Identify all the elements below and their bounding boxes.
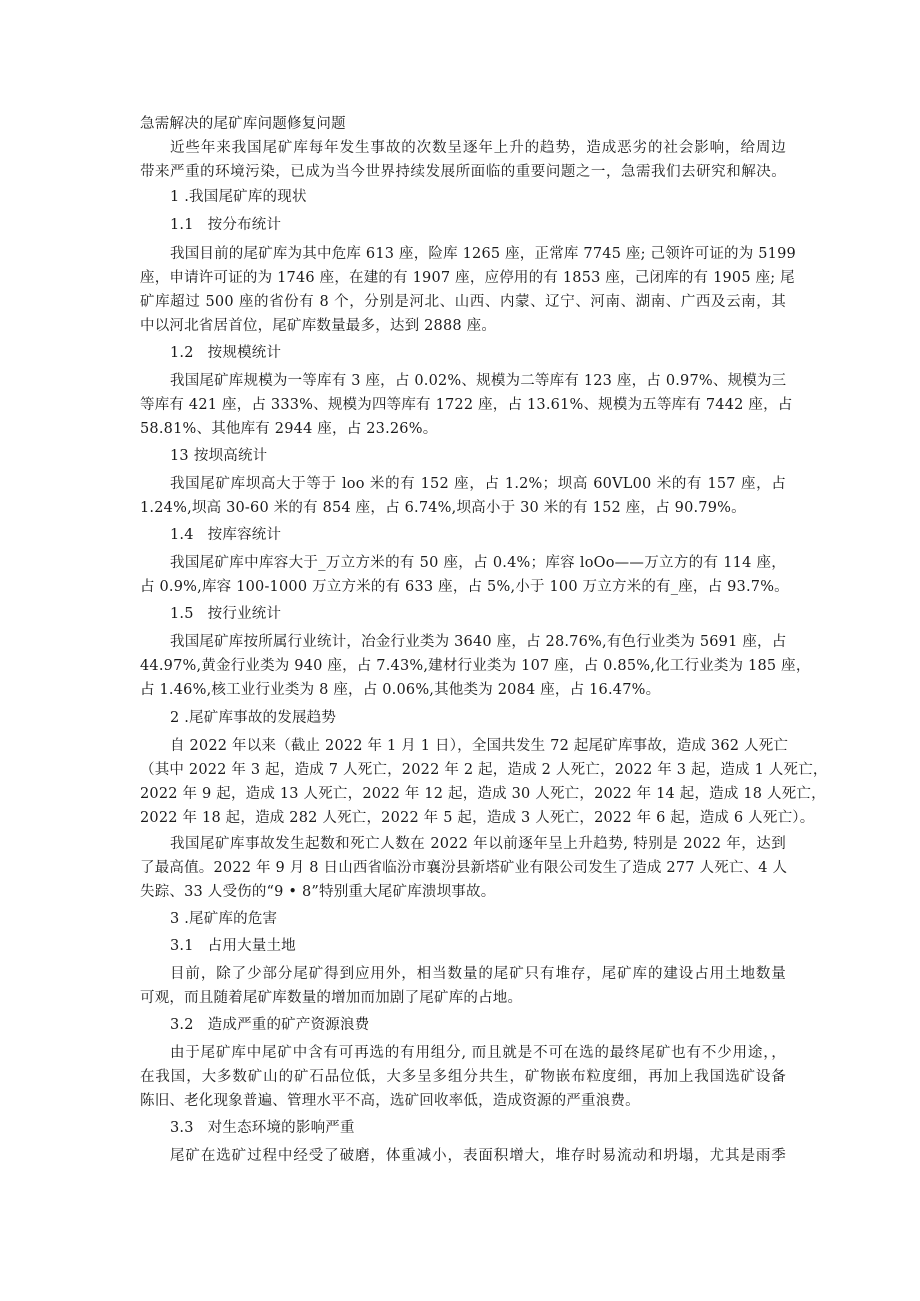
subsection-title: 造成严重的矿产资源浪费	[207, 1017, 370, 1033]
subsection-number: 3.2	[170, 1017, 194, 1033]
intro-line-2: 带来严重的环境污染，已成为当今世界持续发展所面临的重要问题之一，急需我们去研究和解决。	[140, 164, 786, 180]
paragraph-line: 中以河北省居首位，尾矿库数量最多，达到 2888 座。	[140, 318, 497, 334]
subsection-3-2-heading	[170, 1015, 369, 1035]
subsection-title: 占用大量土地	[207, 938, 296, 954]
paragraph-line: 我国尾矿库事故发生起数和死亡人数在 2022 年以前逐年呈上升趋势, 特别是 2022 年，达到	[170, 836, 786, 852]
subsection-number: 1.4	[170, 527, 194, 543]
subsection-3-3-heading	[170, 1118, 355, 1138]
section-1-heading: 1 .我国尾矿库的现状	[170, 189, 307, 205]
subsection-1-4-heading	[170, 525, 281, 545]
paragraph-line: 占 1.46%,核工业行业类为 8 座，占 0.06%,其他类为 2084 座，占 16.47%。	[140, 682, 661, 698]
paragraph-line: 58.81%、其他库有 2944 座，占 23.26%。	[140, 421, 438, 437]
paragraph-line: 在我国，大多数矿山的矿石品位低，大多呈多组分共生，矿物嵌布粒度细，再加上我国选矿设备	[140, 1069, 786, 1085]
paragraph-line: 目前，除了少部分尾矿得到应用外，相当数量的尾矿只有堆存，尾矿库的建设占用土地数量	[170, 966, 786, 982]
paragraph-line: 1.24%,坝高 30-60 米的有 854 座，占 6.74%,坝高小于 30 米的有 152 座，占 90.79%。	[140, 500, 746, 516]
intro-line-1: 近些年来我国尾矿库每年发生事故的次数呈逐年上升的趋势，造成恶劣的社会影响，给周边	[170, 140, 786, 156]
subsection-3-1-heading	[170, 936, 296, 956]
paragraph-line: 尾矿在选矿过程中经受了破磨，体重减小，表面积增大，堆存时易流动和坍塌，尤其是雨季	[170, 1148, 786, 1164]
paragraph-line: 2022 年 18 起，造成 282 人死亡，2022 年 5 起，造成 3 人死亡，2022 年 6 起，造成 6 人死亡）。	[140, 810, 815, 826]
paragraph-line: 我国尾矿库中库容大于_万立方米的有 50 座，占 0.4%；库容 loOo——万立方的有 114 座，	[170, 555, 786, 571]
subsection-title: 对生态环境的影响严重	[207, 1120, 355, 1136]
subsection-title: 按坝高统计	[193, 448, 268, 464]
paragraph-line: 失踪、33 人受伤的“9 • 8”特别重大尾矿库溃坝事故。	[140, 884, 496, 900]
paragraph-line: 陈旧、老化现象普遍、管理水平不高，选矿回收率低，造成资源的严重浪费。	[140, 1093, 640, 1109]
section-2-heading: 2 .尾矿库事故的发展趋势	[170, 710, 337, 726]
subsection-number: 1.2	[170, 345, 194, 361]
paragraph-line: 我国尾矿库坝高大于等于 loo 米的有 152 座，占 1.2%；坝高 60VL00 米的有 157 座，占	[170, 476, 786, 492]
paragraph-line: 自 2022 年以来（截止 2022 年 1 月 1 日），全国共发生 72 起尾矿库事故，造成 362 人死亡	[170, 738, 789, 754]
paragraph-line: 44.97%,黄金行业类为 940 座，占 7.43%,建材行业类为 107 座，占 0.85%,化工行业类为 185 座，	[140, 658, 811, 674]
paragraph-line: 2022 年 9 起，造成 13 人死亡，2022 年 12 起，造成 30 人死亡，2022 年 14 起，造成 18 人死亡，	[140, 786, 826, 802]
section-3-heading: 3 .尾矿库的危害	[170, 911, 278, 927]
subsection-title: 按行业统计	[207, 606, 282, 622]
paragraph-line: 座，申请许可证的为 1746 座，在建的有 1907 座，应停用的有 1853 座，己闭库的有 1905 座; 尾	[140, 270, 795, 286]
subsection-number: 3.1	[170, 938, 194, 954]
paragraph-line: 可观，而且随着尾矿库数量的增加而加剧了尾矿库的占地。	[140, 990, 523, 1006]
paragraph-line: 我国尾矿库规模为一等库有 3 座，占 0.02%、规模为二等库有 123 座，占 0.97%、规模为三	[170, 373, 787, 389]
subsection-number: 1.1	[170, 217, 194, 233]
document-title: 急需解决的尾矿库问题修复问题	[140, 116, 346, 132]
subsection-title: 按分布统计	[207, 217, 282, 233]
paragraph-line: 等库有 421 座，占 333%、规模为四等库有 1722 座，占 13.61%、规模为五等库有 7442 座，占	[140, 397, 793, 413]
paragraph-line: 占 0.9%,库容 100-1000 万立方米的有 633 座，占 5%,小于 100 万立方米的有_座，占 93.7%。	[140, 579, 789, 595]
subsection-number: 1.5	[170, 606, 194, 622]
paragraph-line: 我国尾矿库按所属行业统计，冶金行业类为 3640 座，占 28.76%,有色行业类为 5691 座，占	[170, 634, 787, 650]
paragraph-line: 矿库超过 500 座的省份有 8 个，分别是河北、山西、内蒙、辽宁、河南、湖南、广西及云南，其	[140, 294, 786, 310]
paragraph-line: 了最高值。2022 年 9 月 8 日山西省临汾市襄汾县新塔矿业有限公司发生了造成 277 人死亡、4 人	[140, 860, 788, 876]
subsection-number: 13	[170, 448, 189, 464]
subsection-title: 按规模统计	[207, 345, 282, 361]
paragraph-line: 我国目前的尾矿库为其中危库 613 座，险库 1265 座，正常库 7745 座; 己领许可证的为 5199	[170, 246, 796, 262]
subsection-1-1-heading	[170, 215, 281, 235]
subsection-number: 3.3	[170, 1120, 194, 1136]
subsection-1-2-heading	[170, 343, 281, 363]
paragraph-line: 由于尾矿库中尾矿中含有可再选的有用组分, 而且就是不可在选的最终尾矿也有不少用途，，	[170, 1045, 786, 1061]
subsection-1-5-heading	[170, 604, 281, 624]
paragraph-line: （其中 2022 年 3 起，造成 7 人死亡，2022 年 2 起，造成 2 人死亡，2022 年 3 起，造成 1 人死亡，	[140, 762, 828, 778]
subsection-title: 按库容统计	[207, 527, 282, 543]
subsection-1-3-heading	[170, 446, 267, 466]
